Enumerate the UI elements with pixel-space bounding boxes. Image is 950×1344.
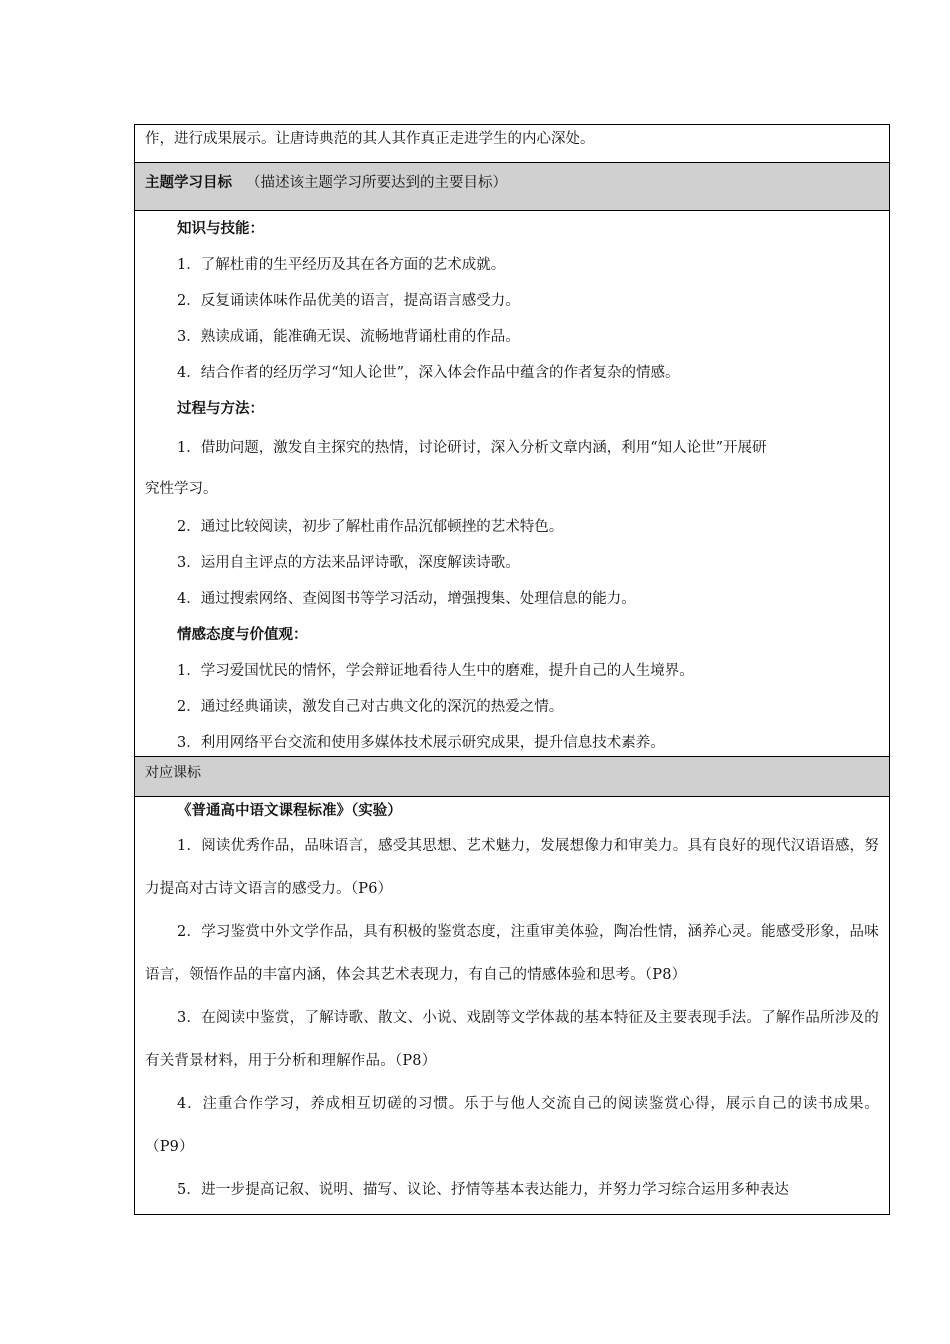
process-item-3: 3．运用自主评点的方法来品评诗歌，深度解读诗歌。 (177, 555, 520, 571)
emotion-item-3: 3．利用网络平台交流和使用多媒体技术展示研究成果，提升信息技术素养。 (177, 735, 665, 751)
emotion-heading: 情感态度与价值观： (177, 627, 308, 643)
standard-item-5: 5．进一步提高记叙、说明、描写、议论、抒情等基本表达能力，并努力学习综合运用多种表达 (177, 1182, 790, 1198)
emotion-item-2: 2．通过经典诵读，激发自己对古典文化的深沉的热爱之情。 (177, 699, 564, 715)
standards-header-row (135, 757, 889, 797)
standards-header-title: 对应课标 (145, 765, 201, 781)
knowledge-heading: 知识与技能： (177, 221, 264, 237)
intro-text: 作，进行成果展示。让唐诗典范的其人其作真正走进学生的内心深处。 (145, 131, 595, 147)
knowledge-item-2: 2．反复诵读体味作品优美的语言，提高语言感受力。 (177, 293, 520, 309)
goals-header-row (135, 163, 889, 211)
emotion-item-1: 1．学习爱国忧民的情怀，学会辩证地看待人生中的磨难，提升自己的人生境界。 (177, 663, 694, 679)
standard-item-2: 2．学习鉴赏中外文学作品，具有积极的鉴赏态度，注重审美体验，陶冶性情，涵养心灵。能感受形象，品味语言，领悟作品的丰富内涵，体会其艺术表现力，有自己的情感体验和思考。（P8） (145, 924, 879, 983)
knowledge-item-1: 1．了解杜甫的生平经历及其在各方面的艺术成就。 (177, 257, 506, 273)
standards-heading: 《普通高中语文课程标准》（实验） (177, 803, 402, 819)
knowledge-item-3: 3．熟读成诵，能准确无误、流畅地背诵杜甫的作品。 (177, 329, 520, 345)
process-item-1-line-1: 1．借助问题，激发自主探究的热情，讨论研讨，深入分析文章内涵，利用“知人论世”开展研 (177, 440, 767, 456)
goals-header-description: （描述该主题学习所要达到的主要目标） (246, 175, 507, 191)
standard-item-1: 1．阅读优秀作品，品味语言，感受其思想、艺术魅力，发展想像力和审美力。具有良好的现代汉语语感，努力提高对古诗文语言的感受力。（P6） (145, 838, 879, 897)
lesson-plan-table (134, 124, 890, 1215)
standard-item-3: 3．在阅读中鉴赏，了解诗歌、散文、小说、戏剧等文学体裁的基本特征及主要表现手法。了解作品所涉及的有关背景材料，用于分析和理解作品。（P8） (145, 1010, 879, 1069)
process-item-4: 4．通过搜索网络、查阅图书等学习活动，增强搜集、处理信息的能力。 (177, 591, 636, 607)
standard-item-4: 4．注重合作学习，养成相互切磋的习惯。乐于与他人交流自己的阅读鉴赏心得，展示自己的读书成果。（P9） (145, 1096, 879, 1155)
process-item-2: 2．通过比较阅读，初步了解杜甫作品沉郁顿挫的艺术特色。 (177, 519, 564, 535)
goals-header-title: 主题学习目标 (145, 175, 232, 191)
intro-row (135, 125, 889, 163)
knowledge-item-4: 4．结合作者的经历学习“知人论世”，深入体会作品中蕴含的作者复杂的情感。 (177, 365, 680, 381)
standards-content (135, 797, 889, 1214)
goals-content (135, 211, 889, 757)
process-item-1-line-2: 究性学习。 (145, 481, 218, 497)
process-heading: 过程与方法： (177, 401, 264, 417)
